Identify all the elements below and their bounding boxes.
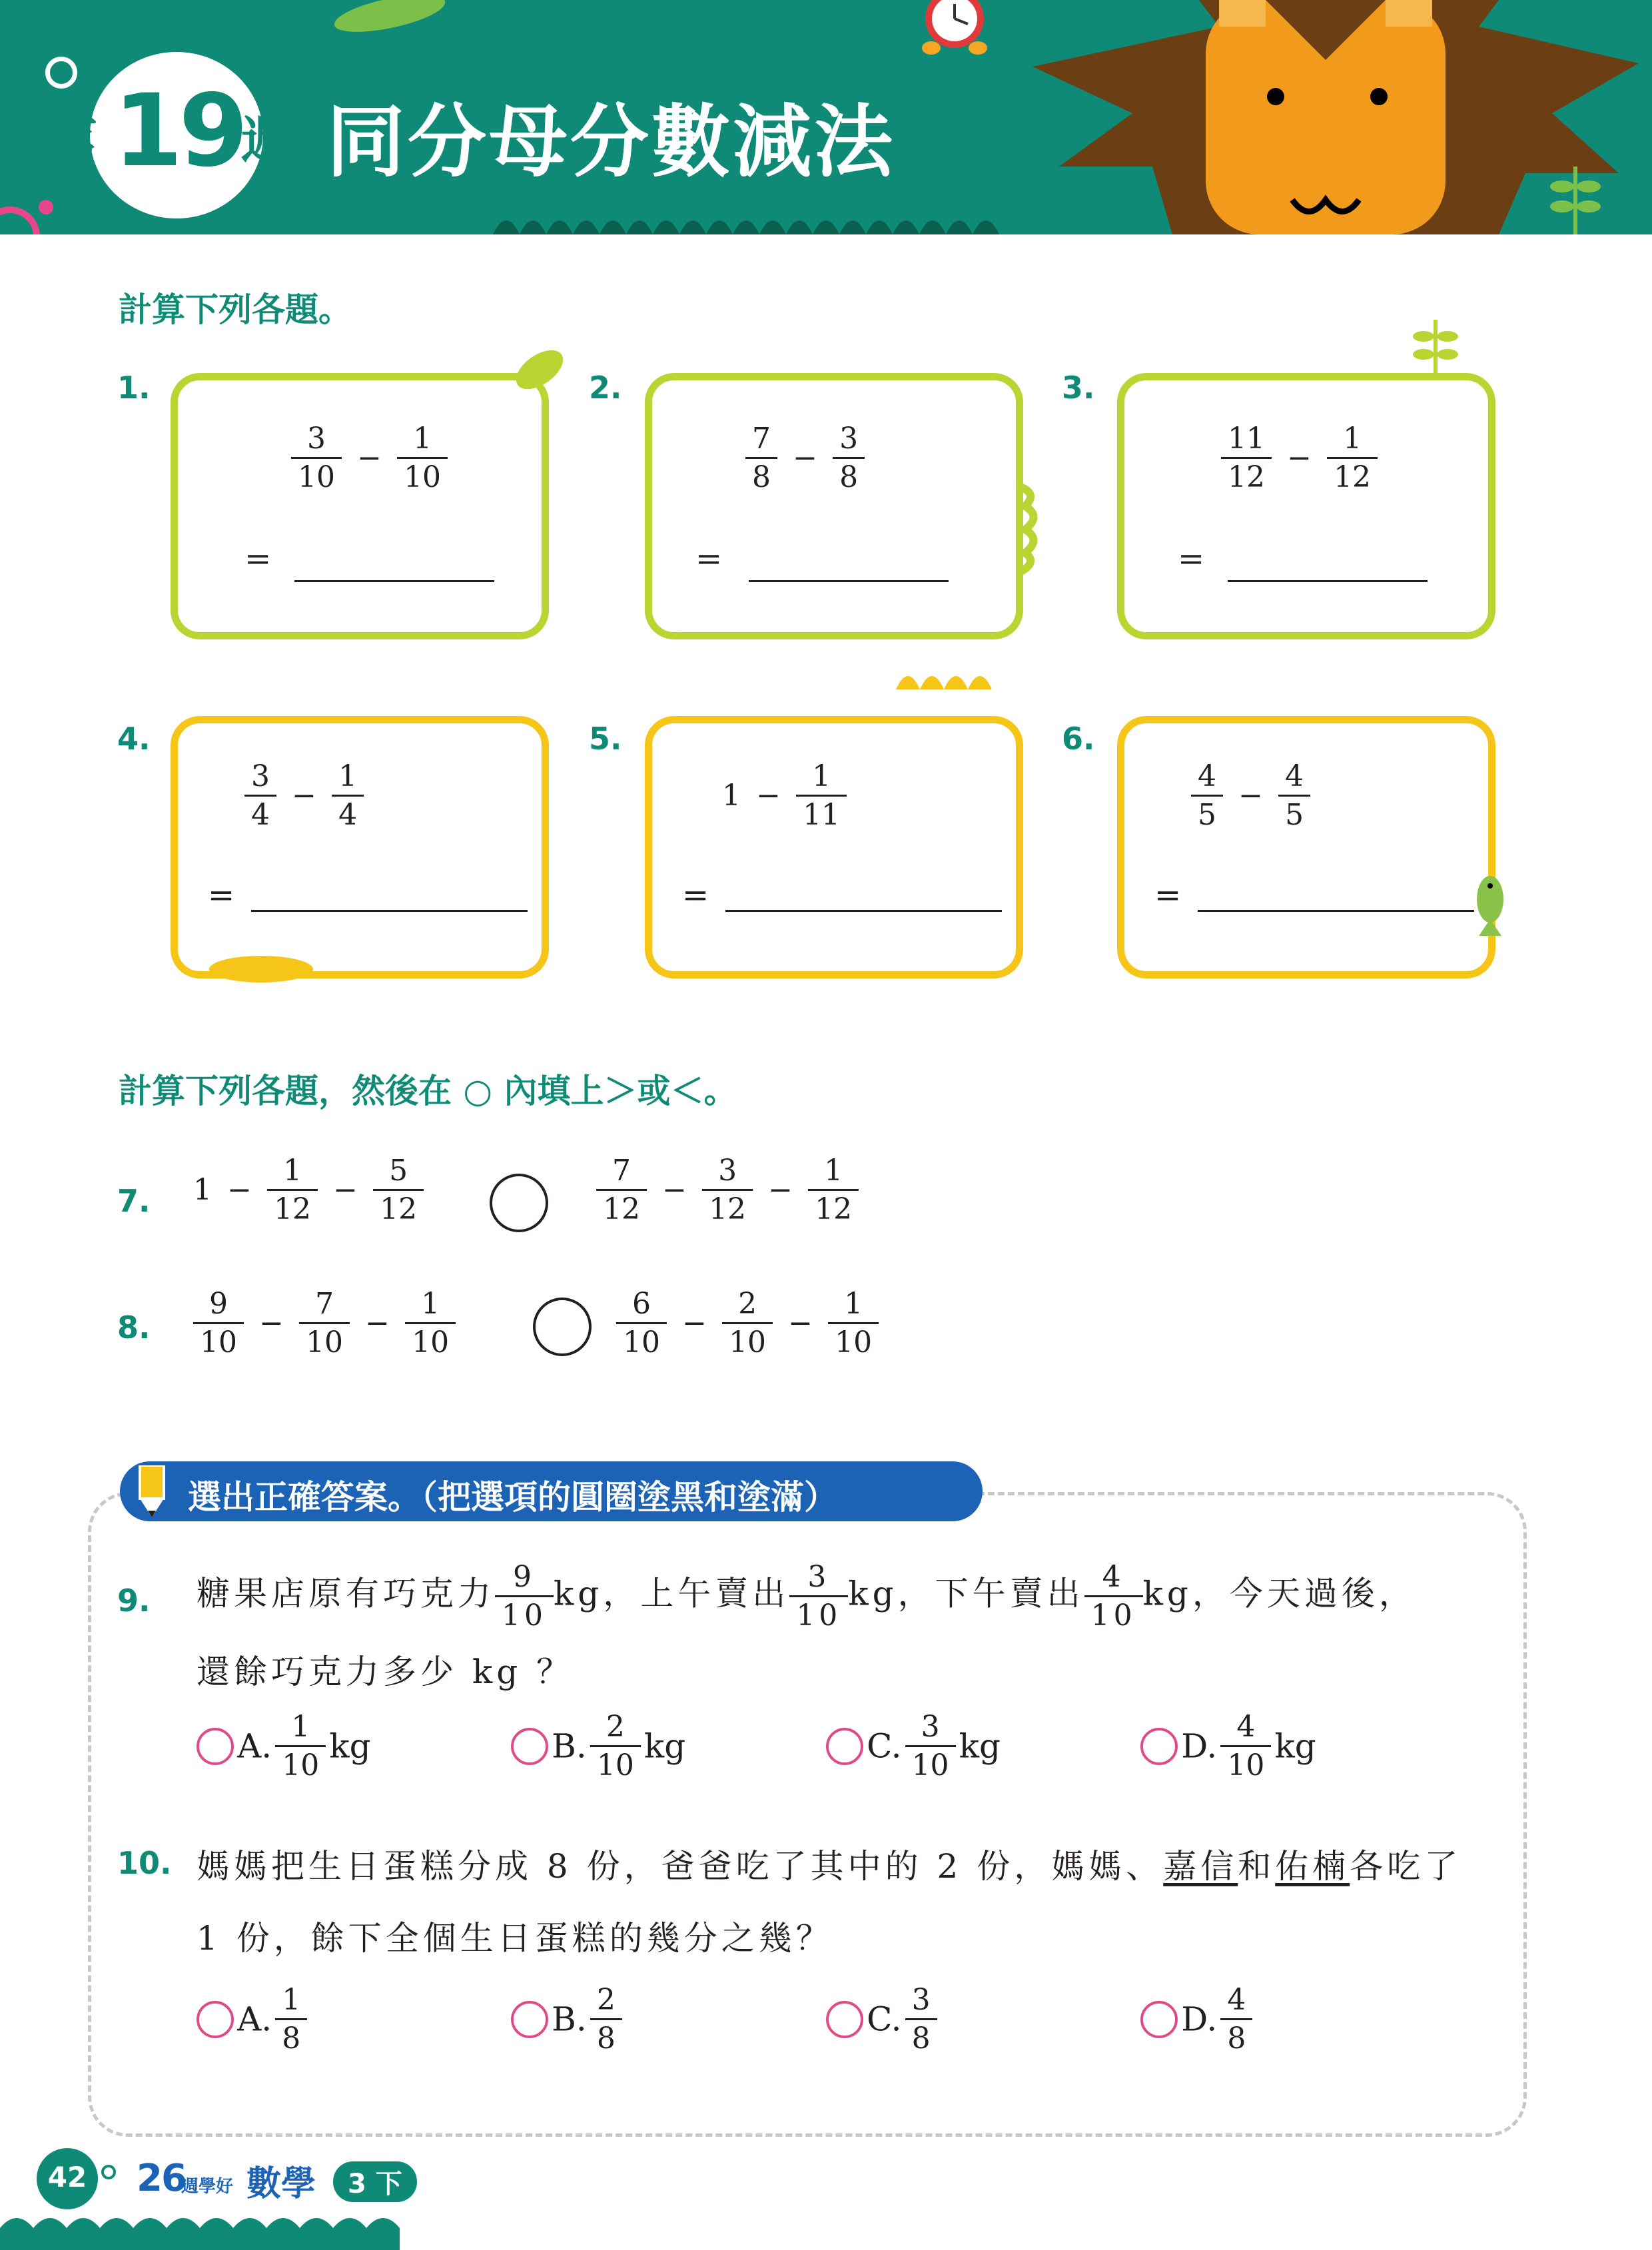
compare-circle[interactable] bbox=[490, 1174, 548, 1232]
fraction: $\frac{1}{10}$ bbox=[397, 420, 448, 496]
fraction: $\frac{4}{5}$ bbox=[1191, 758, 1223, 833]
option-circle[interactable] bbox=[1140, 1728, 1178, 1765]
unit: kg bbox=[329, 1726, 371, 1766]
fraction: $\frac{7}{10}$ bbox=[299, 1286, 350, 1361]
expression bbox=[1191, 758, 1310, 833]
q7-right-expression bbox=[596, 1152, 859, 1228]
option-label: A. bbox=[237, 1726, 272, 1766]
question-number: 5. bbox=[589, 721, 622, 757]
fraction: $\frac{3}{8}$ bbox=[905, 1982, 937, 2057]
minus-sign: − bbox=[227, 1173, 252, 1207]
answer-box bbox=[1117, 373, 1495, 639]
equals-sign: = bbox=[1154, 877, 1182, 914]
minus-sign: − bbox=[756, 779, 781, 813]
minus-sign: − bbox=[788, 1306, 813, 1340]
question-text: kg，下午賣出 bbox=[848, 1574, 1084, 1613]
option-label: D. bbox=[1181, 2000, 1218, 2039]
answer-box bbox=[171, 716, 549, 978]
question-number: 1. bbox=[117, 370, 151, 406]
fraction: $\frac{9}{10}$ bbox=[495, 1559, 554, 1634]
minus-sign: − bbox=[333, 1173, 358, 1207]
fraction: $\frac{6}{10}$ bbox=[616, 1286, 667, 1361]
question-number: 9. bbox=[117, 1583, 151, 1619]
minus-sign: − bbox=[768, 1173, 793, 1207]
fraction: $\frac{1}{10}$ bbox=[405, 1286, 456, 1361]
week-prefix: 第 bbox=[47, 111, 97, 170]
equals-sign: = bbox=[208, 877, 235, 914]
fraction: $\frac{5}{12}$ bbox=[373, 1152, 424, 1228]
brand-small: 週學好 bbox=[181, 2177, 234, 2197]
fraction: $\frac{9}{10}$ bbox=[193, 1286, 244, 1361]
expression bbox=[722, 758, 847, 833]
q7-left-expression bbox=[193, 1152, 424, 1228]
fraction: $\frac{3}{8}$ bbox=[833, 420, 865, 496]
answer-box bbox=[1117, 716, 1495, 978]
proper-name: 嘉信 bbox=[1163, 1847, 1238, 1886]
equals-sign: = bbox=[244, 540, 272, 577]
page-header bbox=[0, 0, 1652, 234]
q8-left-expression bbox=[193, 1286, 456, 1361]
option-label: A. bbox=[237, 2000, 272, 2039]
fraction: $\frac{4}{5}$ bbox=[1278, 758, 1310, 833]
minus-sign: − bbox=[662, 1173, 687, 1207]
answer-line[interactable] bbox=[725, 910, 1002, 912]
fish-decoration bbox=[1473, 869, 1507, 936]
q10-options bbox=[197, 1982, 1462, 2056]
q9-text-line1 bbox=[197, 1559, 1416, 1634]
section2-instruction: 計算下列各題，然後在 ○ 內填上＞或＜。 bbox=[119, 1072, 737, 1110]
minus-sign: − bbox=[793, 441, 817, 475]
ring-decoration bbox=[0, 206, 40, 234]
alarm-clock-icon bbox=[918, 0, 991, 57]
whole-number: 1 bbox=[193, 1173, 212, 1207]
expression bbox=[244, 758, 364, 833]
minus-sign: − bbox=[365, 1306, 390, 1340]
q8-right-expression bbox=[616, 1286, 879, 1361]
equals-sign: = bbox=[1178, 540, 1205, 577]
section3-instruction: 選出正確答案。（把選項的圓圈塗黑和塗滿） bbox=[188, 1478, 837, 1517]
plant-decoration bbox=[1545, 160, 1605, 234]
answer-box bbox=[645, 716, 1023, 978]
fraction: $\frac{4}{10}$ bbox=[1220, 1708, 1271, 1784]
option-b[interactable] bbox=[511, 1708, 685, 1784]
compare-circle[interactable] bbox=[533, 1298, 592, 1356]
minus-sign: − bbox=[682, 1306, 707, 1340]
leaf-decoration bbox=[333, 0, 446, 37]
equals-sign: = bbox=[682, 877, 709, 914]
answer-line[interactable] bbox=[1228, 580, 1428, 582]
section1-instruction: 計算下列各題。 bbox=[119, 290, 352, 329]
expression bbox=[745, 420, 865, 496]
question-number: 8. bbox=[117, 1310, 151, 1345]
option-label: B. bbox=[552, 1726, 587, 1766]
page-title: 同分母分數減法 bbox=[326, 96, 896, 188]
question-number: 10. bbox=[117, 1845, 172, 1881]
week-suffix: 週 bbox=[241, 111, 292, 170]
question-text: 和 bbox=[1238, 1847, 1276, 1886]
plant-decoration bbox=[1409, 313, 1462, 380]
question-number: 7. bbox=[117, 1183, 151, 1219]
fraction: $\frac{7}{8}$ bbox=[745, 420, 777, 496]
answer-line[interactable] bbox=[1198, 910, 1474, 912]
option-b[interactable] bbox=[511, 1982, 622, 2057]
fraction: $\frac{3}{4}$ bbox=[244, 758, 276, 833]
proper-name: 佑楠 bbox=[1275, 1847, 1350, 1886]
fraction: $\frac{3}{10}$ bbox=[789, 1559, 848, 1634]
option-d[interactable] bbox=[1140, 1708, 1316, 1784]
unit: kg bbox=[643, 1726, 686, 1766]
q10-text-line2: 1 份，餘下全個生日蛋糕的幾分之幾？ bbox=[197, 1919, 833, 1958]
option-a[interactable] bbox=[197, 1982, 307, 2057]
fraction: $\frac{3}{10}$ bbox=[291, 420, 342, 496]
fraction: $\frac{4}{8}$ bbox=[1220, 1982, 1252, 2057]
question-text: kg，今天過後， bbox=[1142, 1574, 1416, 1613]
fraction: $\frac{7}{12}$ bbox=[596, 1152, 647, 1228]
grass-decoration bbox=[0, 2208, 400, 2250]
page-number: 42 bbox=[47, 2161, 87, 2193]
q9-options bbox=[197, 1708, 1462, 1782]
option-a[interactable] bbox=[197, 1708, 371, 1784]
fraction: $\frac{1}{11}$ bbox=[796, 758, 847, 833]
fraction: $\frac{1}{12}$ bbox=[1327, 420, 1378, 496]
option-label: C. bbox=[867, 2000, 902, 2039]
squiggle-decoration bbox=[1015, 480, 1042, 579]
option-label: D. bbox=[1181, 1726, 1218, 1766]
answer-box bbox=[645, 373, 1023, 639]
q10-text-line1 bbox=[197, 1840, 1461, 1888]
minus-sign: − bbox=[292, 779, 316, 813]
minus-sign: − bbox=[1238, 779, 1263, 813]
fraction: $\frac{2}{8}$ bbox=[590, 1982, 622, 2057]
grass-decoration bbox=[896, 663, 999, 689]
question-number: 6. bbox=[1062, 721, 1095, 757]
minus-sign: − bbox=[1287, 441, 1312, 475]
fraction: $\frac{1}{10}$ bbox=[275, 1708, 326, 1784]
grade-badge: 3 下 bbox=[333, 2161, 417, 2202]
option-circle[interactable] bbox=[826, 1728, 863, 1765]
question-text: 各吃了 bbox=[1350, 1847, 1462, 1886]
option-d[interactable] bbox=[1140, 1982, 1252, 2057]
option-circle[interactable] bbox=[511, 2001, 548, 2038]
expression bbox=[1221, 420, 1378, 496]
question-text: kg，上午賣出 bbox=[554, 1574, 790, 1613]
unit: kg bbox=[1274, 1726, 1316, 1766]
brand-number: 26 bbox=[137, 2157, 186, 2200]
option-c[interactable] bbox=[826, 1982, 937, 2057]
option-circle[interactable] bbox=[511, 1728, 548, 1765]
fraction: $\frac{1}{8}$ bbox=[275, 1982, 307, 2057]
unit: kg bbox=[959, 1726, 1001, 1766]
fraction: $\frac{11}{12}$ bbox=[1221, 420, 1272, 496]
fraction: $\frac{4}{10}$ bbox=[1084, 1559, 1143, 1634]
answer-box bbox=[171, 373, 549, 639]
expression bbox=[291, 420, 448, 496]
grass-decoration bbox=[493, 200, 999, 234]
equals-sign: = bbox=[695, 540, 723, 577]
option-circle[interactable] bbox=[197, 2001, 234, 2038]
brand-subject: 數學 bbox=[246, 2164, 316, 2204]
question-number: 4. bbox=[117, 721, 151, 757]
question-number: 3. bbox=[1062, 370, 1095, 406]
fraction: $\frac{1}{12}$ bbox=[267, 1152, 318, 1228]
option-circle[interactable] bbox=[197, 1728, 234, 1765]
fraction: $\frac{1}{4}$ bbox=[332, 758, 364, 833]
pencil-icon bbox=[131, 1465, 173, 1519]
week-number: 19 bbox=[113, 73, 244, 189]
ring-decoration bbox=[45, 57, 77, 89]
q9-text-line2: 還餘巧克力多少 kg ？ bbox=[197, 1653, 574, 1691]
option-label: B. bbox=[552, 2000, 587, 2039]
answer-line[interactable] bbox=[251, 910, 528, 912]
fraction: $\frac{2}{10}$ bbox=[590, 1708, 641, 1784]
option-circle[interactable] bbox=[1140, 2001, 1178, 2038]
question-number: 2. bbox=[589, 370, 622, 406]
dot-decoration bbox=[39, 200, 53, 214]
leaf-decoration bbox=[510, 343, 570, 396]
answer-line[interactable] bbox=[294, 580, 494, 582]
option-circle[interactable] bbox=[826, 2001, 863, 2038]
option-label: C. bbox=[867, 1726, 902, 1766]
fraction: $\frac{3}{12}$ bbox=[702, 1152, 753, 1228]
fraction: $\frac{2}{10}$ bbox=[722, 1286, 773, 1361]
fraction: $\frac{1}{12}$ bbox=[808, 1152, 859, 1228]
whole-number: 1 bbox=[722, 779, 741, 813]
dot-decoration bbox=[101, 2165, 116, 2179]
leaf-decoration bbox=[208, 952, 314, 986]
minus-sign: − bbox=[357, 441, 382, 475]
question-text: 媽媽把生日蛋糕分成 8 份，爸爸吃了其中的 2 份，媽媽、 bbox=[197, 1847, 1164, 1886]
minus-sign: − bbox=[259, 1306, 284, 1340]
option-c[interactable] bbox=[826, 1708, 1001, 1784]
answer-line[interactable] bbox=[749, 580, 949, 582]
fraction: $\frac{3}{10}$ bbox=[905, 1708, 956, 1784]
fraction: $\frac{1}{10}$ bbox=[828, 1286, 879, 1361]
question-text: 糖果店原有巧克力 bbox=[197, 1574, 495, 1613]
